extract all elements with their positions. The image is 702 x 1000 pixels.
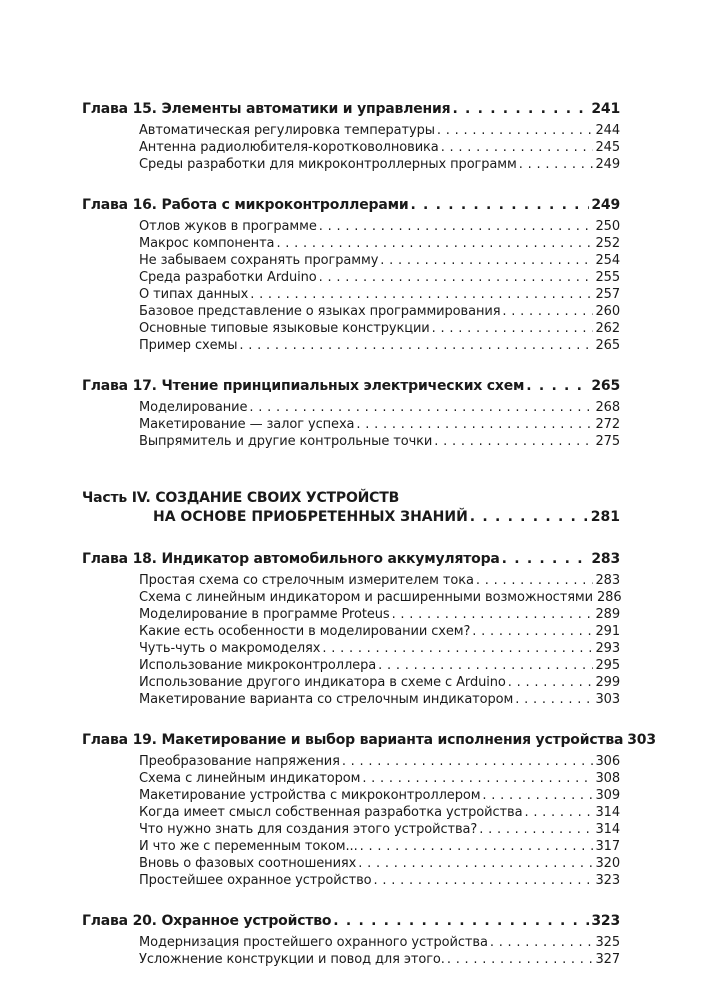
section-entry [139, 872, 620, 889]
dot-leader [333, 912, 589, 930]
section-title: Среды разработки для микроконтроллерных программ [139, 157, 517, 172]
chapter-block [82, 912, 620, 968]
section-title: Когда имеет смысл собственная разработка устройства [139, 805, 523, 820]
dot-leader [515, 691, 593, 708]
section-page-number: 323 [595, 873, 620, 888]
section-page-number: 314 [595, 805, 620, 820]
dot-leader [472, 623, 593, 640]
section-page-number: 250 [595, 219, 620, 234]
chapter-heading [82, 731, 656, 753]
chapters-before-part [82, 100, 620, 450]
section-entry [139, 589, 620, 606]
section-page-number: 254 [595, 253, 620, 268]
section-entry [139, 804, 620, 821]
section-page-number: 299 [595, 675, 620, 690]
dot-leader [452, 100, 589, 118]
section-page-number: 268 [595, 400, 620, 415]
chapter-block [82, 731, 656, 889]
section-title: Усложнение конструкции и повод для этого. [139, 952, 445, 967]
dot-leader [392, 606, 594, 623]
section-entry [139, 770, 620, 787]
dot-leader [441, 139, 594, 156]
section-page-number: 303 [595, 692, 620, 707]
dot-leader [360, 838, 594, 855]
dot-leader [470, 508, 589, 527]
section-title: Вновь о фазовых соотношениях [139, 856, 357, 871]
section-page-number: 291 [595, 624, 620, 639]
section-title: Макетирование — залог успеха [139, 417, 355, 432]
dot-leader [319, 218, 594, 235]
section-title: Отлов жуков в программе [139, 219, 317, 234]
part-title-row [82, 508, 620, 527]
section-page-number: 244 [595, 123, 620, 138]
dot-leader [322, 640, 593, 657]
dot-leader [374, 872, 594, 889]
dot-leader [319, 269, 594, 286]
section-entry [139, 269, 620, 286]
dot-leader [410, 196, 589, 214]
section-title: Макетирование варианта со стрелочным индикатором [139, 692, 514, 707]
dot-leader [250, 286, 593, 303]
section-entry [139, 821, 620, 838]
section-entry [139, 218, 620, 235]
section-list [82, 218, 620, 354]
section-page-number: 272 [595, 417, 620, 432]
dot-leader [380, 252, 593, 269]
section-title: Базовое представление о языках программирования [139, 304, 501, 319]
section-title: Что нужно знать для создания этого устройства? [139, 822, 478, 837]
section-entry [139, 753, 620, 770]
section-page-number: 295 [595, 658, 620, 673]
section-page-number: 245 [595, 140, 620, 155]
section-entry [139, 286, 620, 303]
dot-leader [502, 303, 593, 320]
chapter-block [82, 550, 620, 708]
section-title: Схема с линейным индикатором и расширенными возможностями [139, 590, 593, 605]
section-page-number: 306 [595, 754, 620, 769]
chapter-title: Глава 18. Индикатор автомобильного аккумулятора [82, 551, 500, 567]
section-title: Чуть-чуть о макромоделях [139, 641, 321, 656]
chapter-page-number: 323 [591, 913, 620, 929]
dot-leader [276, 235, 593, 252]
section-list [82, 572, 620, 708]
dot-leader [356, 416, 593, 433]
chapter-heading [82, 196, 620, 218]
section-title: Преобразование напряжения [139, 754, 340, 769]
section-entry [139, 122, 620, 139]
section-page-number: 286 [596, 590, 622, 605]
section-page-number: 260 [595, 304, 620, 319]
chapter-page-number: 283 [591, 551, 620, 567]
section-list [82, 934, 620, 968]
section-entry [139, 320, 620, 337]
section-title: Не забываем сохранять программу [139, 253, 379, 268]
chapter-heading [82, 377, 620, 399]
section-list [82, 122, 620, 173]
section-entry [139, 657, 620, 674]
table-of-contents [82, 100, 656, 991]
dot-leader [476, 572, 594, 589]
section-title: Пример схемы [139, 338, 238, 353]
chapter-page-number: 265 [591, 378, 620, 394]
chapter-heading [82, 912, 620, 934]
section-title: Простая схема со стрелочным измерителем тока [139, 573, 474, 588]
section-entry [139, 303, 620, 320]
section-entry [139, 934, 620, 951]
section-entry [139, 787, 620, 804]
chapter-title: Глава 15. Элементы автоматики и управления [82, 101, 451, 117]
dot-leader [502, 550, 590, 568]
section-page-number: 308 [595, 771, 620, 786]
chapter-block [82, 377, 620, 450]
dot-leader [432, 320, 594, 337]
section-list [82, 399, 620, 450]
section-title: Автоматическая регулировка температуры [139, 123, 435, 138]
chapter-block [82, 196, 620, 354]
section-entry [139, 623, 620, 640]
section-page-number: 275 [595, 434, 620, 449]
section-title: Макрос компонента [139, 236, 275, 251]
dot-leader [519, 156, 594, 173]
dot-leader [490, 934, 594, 951]
section-title: Моделирование [139, 400, 248, 415]
chapter-title: Глава 20. Охранное устройство [82, 913, 332, 929]
section-entry [139, 838, 620, 855]
section-title: Основные типовые языковые конструкции [139, 321, 430, 336]
section-title: Модернизация простейшего охранного устройства [139, 935, 488, 950]
section-entry [139, 399, 620, 416]
section-title: Выпрямитель и другие контрольные точки [139, 434, 433, 449]
chapter-heading [82, 550, 620, 572]
section-title: Использование другого индикатора в схеме с Arduino [139, 675, 506, 690]
dot-leader [508, 674, 594, 691]
section-page-number: 309 [595, 788, 620, 803]
dot-leader [249, 399, 593, 416]
section-entry [139, 640, 620, 657]
dot-leader [479, 821, 593, 838]
section-page-number: 283 [595, 573, 620, 588]
chapter-block [82, 100, 620, 173]
section-page-number: 289 [595, 607, 620, 622]
section-page-number: 293 [595, 641, 620, 656]
section-title: И что же с переменным током... [139, 839, 358, 854]
dot-leader [482, 787, 593, 804]
dot-leader [362, 770, 593, 787]
section-title: Антенна радиолюбителя-коротковолновика [139, 140, 439, 155]
section-page-number: 262 [595, 321, 620, 336]
dot-leader [358, 855, 593, 872]
section-page-number: 252 [595, 236, 620, 251]
section-page-number: 257 [595, 287, 620, 302]
section-entry [139, 855, 620, 872]
section-entry [139, 156, 620, 173]
chapter-title: Глава 19. Макетирование и выбор варианта исполнения устройства [82, 732, 624, 748]
section-page-number: 314 [595, 822, 620, 837]
chapter-heading [82, 100, 620, 122]
section-entry [139, 951, 620, 968]
section-entry [139, 337, 620, 354]
section-title: Среда разработки Arduino [139, 270, 317, 285]
section-page-number: 317 [595, 839, 620, 854]
chapter-title: Глава 16. Работа с микроконтроллерами [82, 197, 409, 213]
dot-leader [524, 804, 593, 821]
dot-leader [342, 753, 594, 770]
section-title: Использование микроконтроллера [139, 658, 377, 673]
chapter-page-number: 303 [627, 732, 656, 748]
part-heading [82, 489, 620, 527]
section-page-number: 255 [595, 270, 620, 285]
section-title: Схема с линейным индикатором [139, 771, 361, 786]
dot-leader [434, 433, 593, 450]
chapter-page-number: 241 [591, 101, 620, 117]
section-page-number: 325 [595, 935, 620, 950]
chapter-page-number: 249 [591, 197, 620, 213]
section-entry [139, 674, 620, 691]
part-page-number: 281 [590, 509, 620, 525]
section-page-number: 320 [595, 856, 620, 871]
section-list [82, 753, 620, 889]
dot-leader [437, 122, 594, 139]
section-entry [139, 139, 620, 156]
section-entry [139, 433, 620, 450]
section-page-number: 327 [595, 952, 620, 967]
section-entry [139, 606, 620, 623]
dot-leader [526, 377, 589, 395]
section-page-number: 265 [595, 338, 620, 353]
section-title: О типах данных [139, 287, 249, 302]
dot-leader [378, 657, 593, 674]
section-entry [139, 572, 620, 589]
chapters-after-part [82, 550, 656, 968]
section-entry [139, 252, 620, 269]
section-page-number: 249 [595, 157, 620, 172]
section-entry [139, 235, 620, 252]
part-title-line-2: НА ОСНОВЕ ПРИОБРЕТЕННЫХ ЗНАНИЙ [153, 509, 468, 525]
section-entry [139, 416, 620, 433]
part-title-line-1: Часть IV. СОЗДАНИЕ СВОИХ УСТРОЙСТВ [82, 490, 400, 506]
dot-leader [239, 337, 593, 354]
chapter-title: Глава 17. Чтение принципиальных электрических схем [82, 378, 525, 394]
section-entry [139, 691, 620, 708]
section-title: Макетирование устройства с микроконтроллером [139, 788, 481, 803]
section-title: Простейшее охранное устройство [139, 873, 372, 888]
section-title: Какие есть особенности в моделировании схем? [139, 624, 471, 639]
section-title: Моделирование в программе Proteus [139, 607, 390, 622]
dot-leader [447, 951, 594, 968]
